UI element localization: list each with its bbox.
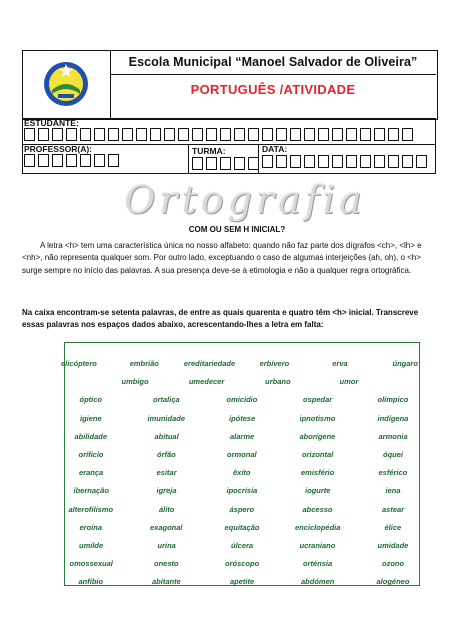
logo-cell (22, 50, 111, 118)
word-item: abcesso (302, 504, 333, 514)
word-item: esitar (156, 468, 177, 478)
word-item: óptico (79, 395, 102, 405)
word-item: ibernação (73, 486, 109, 496)
word-item: urina (157, 541, 176, 550)
word-item: enciclopédia (295, 522, 341, 532)
word-item: olímpico (377, 395, 409, 405)
word-item: anfíbio (78, 577, 104, 587)
word-item: exagonal (150, 522, 183, 532)
word-item: ormonal (227, 450, 257, 459)
word-item: omossexual (69, 559, 113, 569)
word-item: oríficio (78, 450, 104, 459)
word-item: armonia (378, 431, 408, 441)
word-item: erança (79, 468, 104, 478)
word-item: iogurte (305, 486, 331, 496)
word-item: umbigo (121, 377, 149, 387)
word-item: alarme (230, 431, 255, 441)
word-item: alterofilismo (68, 504, 114, 514)
word-item: apetite (230, 577, 255, 587)
word-item: erbívero (259, 359, 290, 368)
word-item: ortaliça (153, 395, 180, 405)
word-item: igiene (80, 413, 102, 423)
word-item: óquei (383, 450, 403, 459)
header-form-frame (22, 118, 436, 174)
word-item: esférico (378, 468, 408, 478)
word-item: áspero (229, 504, 255, 514)
word-item: emisfério (301, 468, 335, 478)
word-item: iena (385, 486, 401, 496)
section-subtitle: COM OU SEM H INICIAL? (188, 225, 286, 234)
subject-title: PORTUGUÊS /ATIVIDADE (190, 82, 356, 97)
word-item: ipocrisia (226, 486, 258, 496)
word-box (61, 342, 420, 587)
word-item: umor (339, 377, 359, 387)
word-item: umidade (377, 541, 409, 550)
word-item: abitante (152, 577, 181, 587)
teacher-label: PROFESSOR(A): (24, 144, 92, 154)
word-item: orténsia (303, 559, 333, 569)
word-item: onesto (154, 559, 179, 569)
word-item: ucraniano (299, 541, 336, 550)
word-item: alogéneo (376, 577, 410, 587)
word-item: igreja (156, 486, 177, 496)
word-item: ereditariedade (183, 359, 236, 368)
word-item: imunidade (147, 413, 186, 423)
word-item: abdómen (301, 577, 335, 587)
word-item: úlcera (231, 541, 254, 550)
word-item: ipótese (229, 413, 256, 423)
word-item: astear (382, 504, 405, 514)
word-item: ipnotismo (299, 413, 336, 423)
word-item: elicóptero (61, 359, 97, 368)
word-item: indígena (377, 413, 409, 423)
word-item: umedecer (188, 377, 225, 387)
word-item: êxito (233, 468, 251, 478)
word-item: erva (332, 359, 348, 368)
word-item: élice (384, 522, 402, 532)
word-item: urbano (265, 377, 291, 387)
word-item: ospedar (303, 395, 333, 405)
word-item: órfão (157, 450, 176, 459)
student-label: ESTUDANTE: (24, 118, 79, 128)
word-item: equitação (224, 522, 260, 532)
word-item: abilidade (74, 431, 108, 441)
word-item: ozono (382, 559, 405, 569)
word-item: omicídio (226, 395, 258, 405)
word-item: orizontal (302, 450, 334, 459)
word-item: umilde (79, 541, 104, 550)
instruction-paragraph: Na caixa encontram-se setenta palavras, de entre as quais quarenta e quatro têm <h> inicial. Transcreve essas palavras nos espaços dados abaixo, acrescentando-lhes a letra em falta: (22, 308, 419, 330)
word-item: aborígene (299, 431, 336, 441)
class-label: TURMA: (192, 146, 226, 156)
school-name: Escola Municipal “Manoel Salvador de Oliveira” (110, 50, 436, 75)
intro-paragraph: A letra <h> tem uma característica única no nosso alfabeto: quando não faz parte dos dígrafos <ch>, <lh> e <nh>, não representa qualquer som. Por outro lado, exceptuando o caso de algumas interjeições (ah, oh), o <h> surge sempre no início das palavras. A sua presença deve-se à etimologia e não a qualquer regra ortográfica. (22, 241, 422, 275)
word-item: eroína (79, 522, 103, 532)
word-item: oróscopo (225, 559, 260, 569)
word-item: úngaro (392, 359, 418, 368)
word-item: álito (159, 504, 175, 514)
word-item: embrião (129, 359, 159, 368)
school-logo-icon (22, 50, 110, 118)
date-label: DATA: (262, 144, 288, 154)
word-item: abitual (154, 431, 179, 441)
page-title: Ortografia (124, 178, 366, 222)
